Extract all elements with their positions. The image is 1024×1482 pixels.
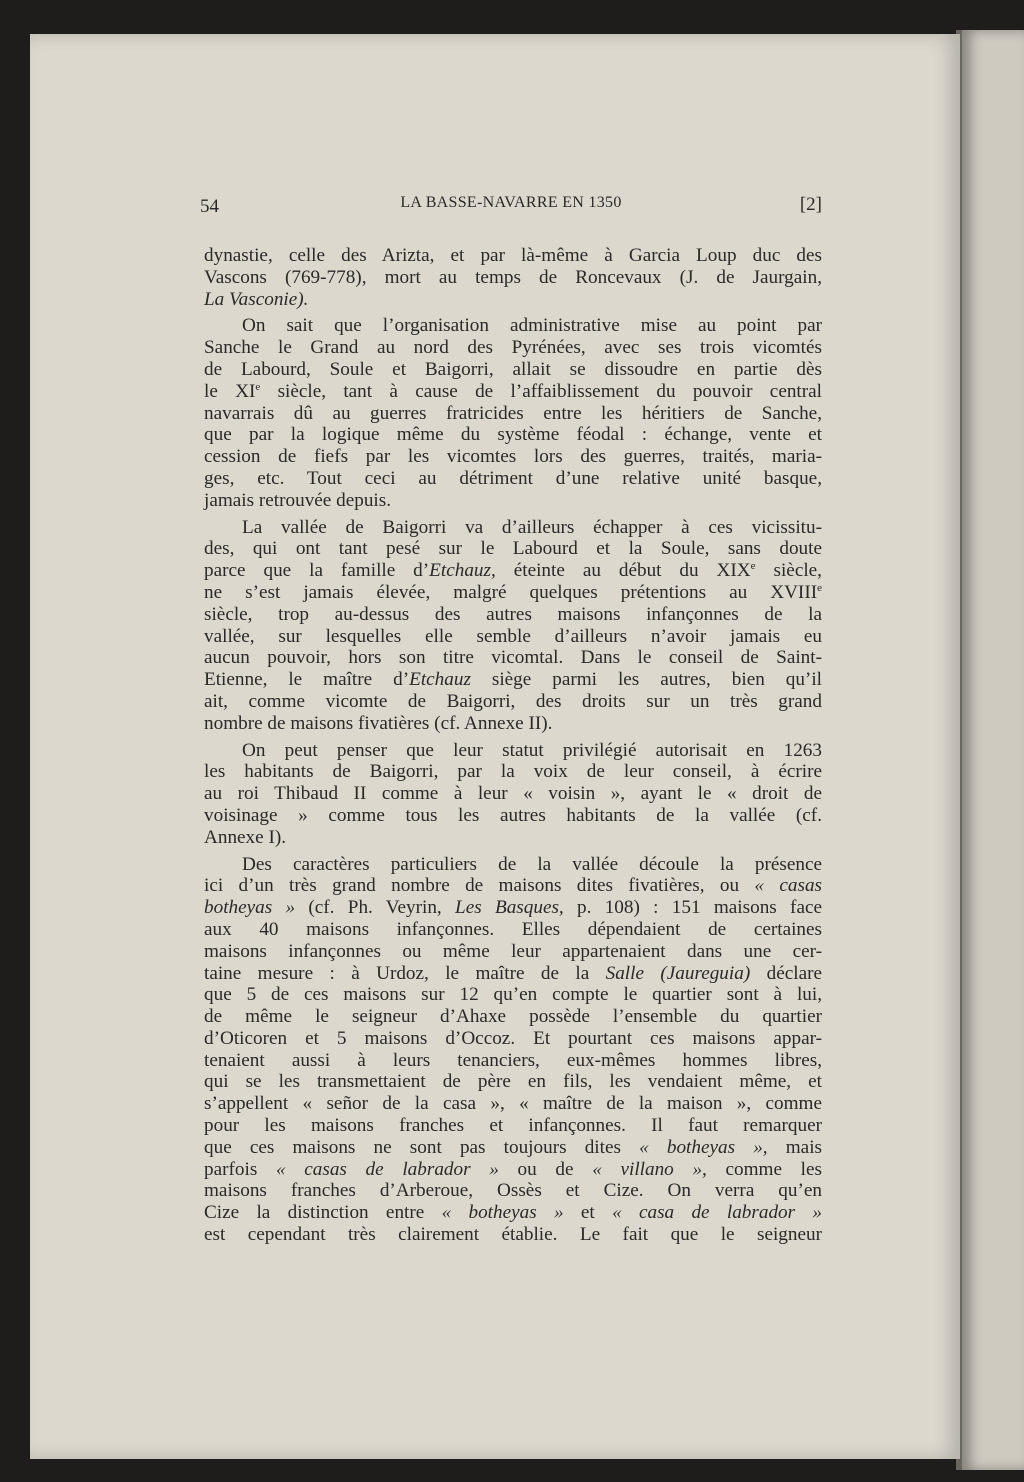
- text-run: qui se les transmettaient de père en fils, les vendaient même, et: [204, 1071, 822, 1093]
- text-line: [204, 1071, 822, 1093]
- text-line: [204, 1224, 822, 1246]
- text-line: [204, 403, 822, 425]
- paragraph: [204, 740, 822, 849]
- text-line: [204, 381, 822, 403]
- italic-text: La Vasconie).: [204, 288, 309, 310]
- text-run: La vallée de Baigorri va d’ailleurs échapper à ces vicissitu-: [242, 516, 822, 538]
- italic-text: Les Basques,: [455, 897, 564, 919]
- text-line: [204, 1093, 822, 1115]
- text-line: [204, 468, 822, 490]
- text-line: [204, 647, 822, 669]
- text-run: que ces maisons ne sont pas toujours dites: [204, 1136, 640, 1158]
- body-text: [204, 245, 822, 1251]
- text-run: siège parmi les autres, bien qu’il: [470, 669, 822, 691]
- text-run: maisons franches d’Arberoue, Ossès et Cize. On verra qu’en: [204, 1180, 822, 1202]
- text-run: On peut penser que leur statut privilégié autorisait en 1263: [242, 739, 822, 761]
- text-line: [204, 875, 822, 897]
- text-line: [204, 490, 822, 512]
- text-run: siècle, trop au-dessus des autres maisons infançonnes de la: [204, 603, 822, 625]
- text-run: (cf. Ph. Veyrin,: [295, 897, 456, 919]
- superscript: e: [817, 581, 822, 594]
- text-line: [204, 538, 822, 560]
- text-line: [204, 446, 822, 468]
- text-line: [204, 897, 822, 919]
- text-line: [204, 827, 822, 849]
- text-run: ici d’un très grand nombre de maisons dites fivatières, ou: [204, 875, 755, 897]
- text-run: vallée, sur lesquelles elle semble d’ailleurs n’avoir jamais eu: [204, 625, 822, 647]
- italic-text: Salle (Jaureguia): [605, 962, 751, 984]
- running-head-title: LA BASSE-NAVARRE EN 1350: [400, 194, 622, 211]
- text-run: dynastie, celle des Arizta, et par là-même à Garcia Loup duc des: [204, 245, 822, 266]
- paragraph: [204, 315, 822, 511]
- text-line: [204, 740, 822, 762]
- text-run: que par la logique même du système féodal : échange, vente et: [204, 424, 822, 446]
- text-line: [204, 582, 822, 604]
- text-run: pour les maisons franches et infançonnes. Il faut remarquer: [204, 1115, 822, 1137]
- text-line: [204, 941, 822, 963]
- italic-text: botheyas »: [204, 897, 296, 919]
- italic-text: « casas de labrador »: [275, 1158, 499, 1180]
- text-run: siècle, tant à cause de l’affaiblissement du pouvoir central: [260, 380, 822, 402]
- text-run: cession de fiefs par les vicomtes lors des guerres, traités, maria-: [204, 446, 822, 468]
- text-run: navarrais dû au guerres fratricides entre les héritiers de Sanche,: [204, 402, 822, 424]
- text-run: ges, etc. Tout ceci au détriment d’une relative unité basque,: [204, 467, 822, 489]
- text-line: [204, 963, 822, 985]
- text-run: est cependant très clairement établie. Le fait que le seigneur: [204, 1224, 822, 1246]
- text-run: les habitants de Baigorri, par la voix de leur conseil, à écrire: [204, 761, 822, 783]
- text-run: nombre de maisons fivatières (cf. Annexe II).: [204, 712, 553, 734]
- text-run: éteinte au début du XIX: [495, 560, 751, 582]
- text-run: Annexe I).: [204, 826, 287, 848]
- italic-text: « casa de labrador »: [612, 1202, 822, 1224]
- text-line: [204, 691, 822, 713]
- text-line: [204, 1180, 822, 1202]
- text-run: voisinage » comme tous les autres habitants de la vallée (cf.: [204, 804, 822, 826]
- text-run: parfois: [204, 1158, 276, 1180]
- text-run: Des caractères particuliers de la vallée découle la présence: [242, 853, 822, 875]
- text-run: jamais retrouvée depuis.: [204, 489, 392, 511]
- text-line: [204, 1115, 822, 1137]
- page-number: 54: [200, 196, 219, 217]
- text-line: [204, 560, 822, 582]
- text-run: aucun pouvoir, hors son titre vicomtal. Dans le conseil de Saint-: [204, 647, 822, 669]
- text-run: des, qui ont tant pesé sur le Labourd et la Soule, sans doute: [204, 538, 822, 560]
- text-line: [204, 245, 822, 267]
- text-run: Sanche le Grand au nord des Pyrénées, avec ses trois vicomtés: [204, 337, 822, 359]
- text-run: que 5 de ces maisons sur 12 qu’en compte le quartier sont à lui,: [204, 984, 822, 1006]
- text-line: [204, 713, 822, 735]
- text-run: On sait que l’organisation administrative mise au point par: [242, 315, 822, 337]
- text-run: Cize la distinction entre: [204, 1202, 442, 1224]
- section-number: [2]: [799, 194, 822, 215]
- facing-page-edge: [962, 30, 1024, 1470]
- text-run: déclare: [750, 962, 822, 984]
- text-line: [204, 315, 822, 337]
- text-run: de même le seigneur d’Ahaxe possède l’ensemble du quartier: [204, 1006, 822, 1028]
- text-line: [204, 1202, 822, 1224]
- italic-text: Etchauz: [409, 669, 471, 691]
- italic-text: « casas: [754, 875, 822, 897]
- text-line: [204, 359, 822, 381]
- text-run: siècle,: [755, 560, 822, 582]
- text-run: Etienne, le maître d’: [204, 669, 410, 691]
- text-line: [204, 337, 822, 359]
- italic-text: « villano »,: [592, 1158, 707, 1180]
- text-run: p. 108) : 151 maisons face: [563, 897, 822, 919]
- running-header: [200, 194, 822, 220]
- text-run: aux 40 maisons infançonnes. Elles dépendaient de certaines: [204, 918, 822, 940]
- text-line: [204, 783, 822, 805]
- text-run: d’Oticoren et 5 maisons d’Occoz. Et pourtant ces maisons appar-: [204, 1027, 822, 1049]
- superscript: e: [255, 380, 261, 393]
- text-line: [204, 267, 822, 289]
- text-line: [204, 1028, 822, 1050]
- italic-text: Etchauz,: [429, 560, 496, 582]
- text-line: [204, 761, 822, 783]
- text-run: Vascons (769-778), mort au temps de Roncevaux (J. de Jaurgain,: [204, 266, 822, 288]
- text-run: au roi Thibaud II comme à leur « voisin », ayant le « droit de: [204, 783, 822, 805]
- text-line: [204, 1159, 822, 1181]
- text-line: [204, 626, 822, 648]
- text-run: ne s’est jamais élevée, malgré quelques prétentions au XVIII: [204, 581, 818, 603]
- paragraph: [204, 854, 822, 1246]
- text-run: le XI: [204, 380, 256, 402]
- text-run: parce que la famille d’: [204, 560, 430, 582]
- text-line: [204, 805, 822, 827]
- italic-text: « botheyas »: [441, 1202, 564, 1224]
- text-line: [204, 1050, 822, 1072]
- text-run: maisons infançonnes ou même leur appartenaient dans une cer-: [204, 940, 822, 962]
- text-run: ait, comme vicomte de Baigorri, des droits sur un très grand: [204, 690, 822, 712]
- italic-text: « botheyas »,: [639, 1136, 768, 1158]
- paragraph: [204, 517, 822, 735]
- text-line: [204, 289, 822, 311]
- superscript: e: [750, 560, 756, 573]
- text-line: [204, 1137, 822, 1159]
- text-line: [204, 424, 822, 446]
- text-run: s’appellent « señor de la casa », « maître de la maison », comme: [204, 1093, 822, 1115]
- text-run: et: [563, 1202, 613, 1224]
- text-line: [204, 669, 822, 691]
- paragraph: [204, 245, 822, 310]
- text-line: [204, 517, 822, 539]
- text-line: [204, 984, 822, 1006]
- text-line: [204, 604, 822, 626]
- text-line: [204, 919, 822, 941]
- text-run: tenaient aussi à leurs tenanciers, eux-mêmes hommes libres,: [204, 1049, 822, 1071]
- text-run: taine mesure : à Urdoz, le maître de la: [204, 962, 606, 984]
- text-line: [204, 854, 822, 876]
- text-run: mais: [767, 1136, 822, 1158]
- text-run: de Labourd, Soule et Baigorri, allait se dissoudre en partie dès: [204, 358, 822, 380]
- text-line: [204, 1006, 822, 1028]
- text-run: ou de: [498, 1158, 593, 1180]
- text-run: comme les: [706, 1158, 822, 1180]
